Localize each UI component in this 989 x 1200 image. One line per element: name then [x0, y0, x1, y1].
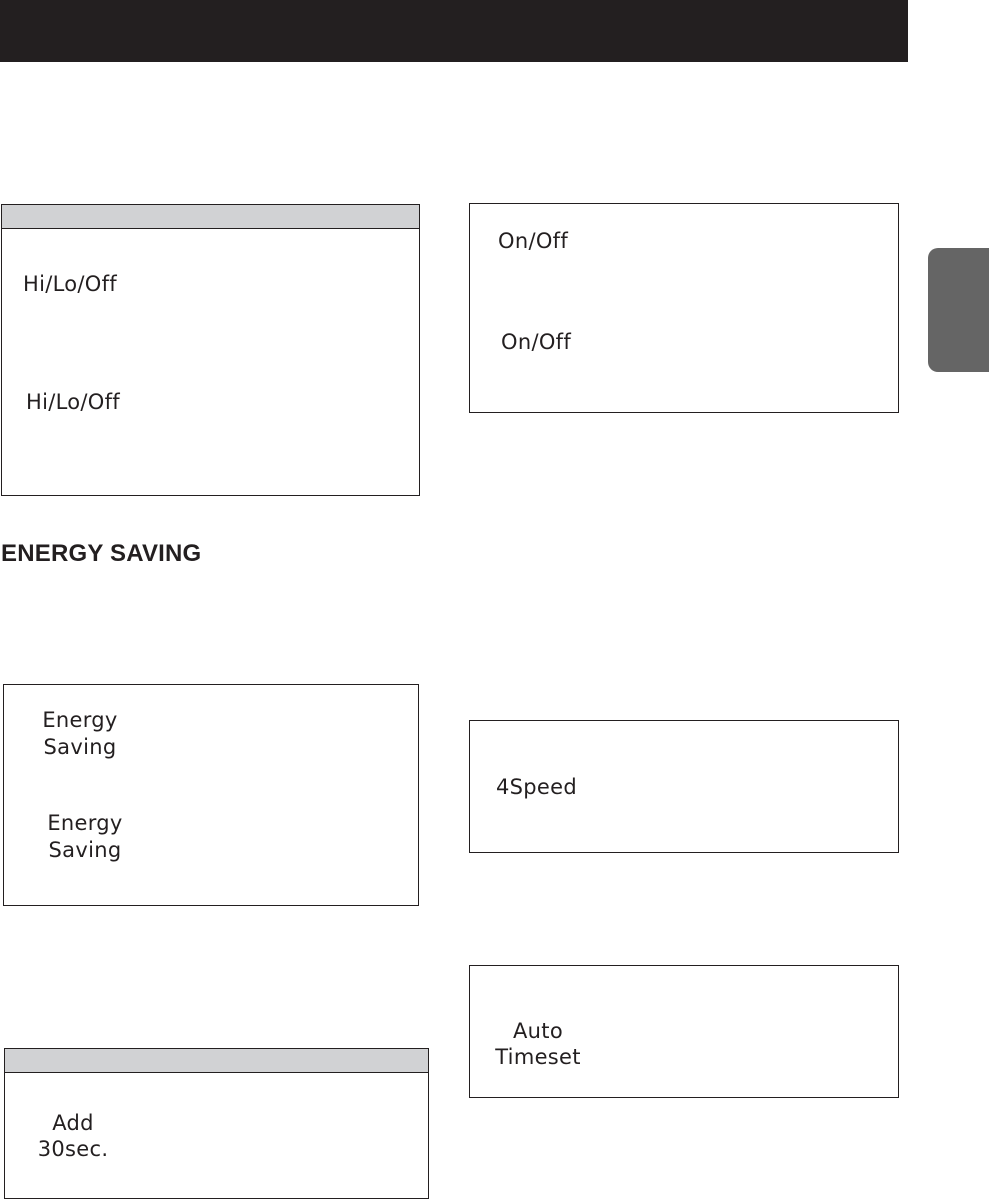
auto-timeset-panel: [469, 965, 899, 1098]
speed-panel: [469, 720, 899, 853]
energy-saving-label-2-line2: Saving: [48, 838, 122, 862]
section-heading: ENERGY SAVING: [1, 540, 202, 567]
power-label-1: On/Off: [498, 229, 569, 253]
power-panel: [469, 203, 899, 413]
add-time-line2: 30sec.: [37, 1137, 109, 1161]
auto-timeset-line1: Auto: [513, 1019, 563, 1043]
panel-header: [5, 1049, 428, 1073]
header-bar: [0, 0, 908, 62]
fan-speed-panel: [1, 204, 420, 496]
energy-saving-label-2-line1: Energy: [47, 811, 123, 835]
panel-header: [2, 205, 419, 229]
add-time-line1: Add: [52, 1111, 94, 1135]
section-tab: [928, 248, 989, 372]
fan-speed-label-2: Hi/Lo/Off: [26, 390, 120, 414]
power-label-2: On/Off: [501, 330, 572, 354]
energy-saving-panel: [3, 684, 419, 906]
energy-saving-label-1-line1: Energy: [42, 708, 118, 732]
speed-label: 4Speed: [496, 775, 577, 799]
fan-speed-label-1: Hi/Lo/Off: [23, 272, 117, 296]
energy-saving-label-1-line2: Saving: [43, 735, 117, 759]
add-time-panel: [4, 1048, 429, 1199]
auto-timeset-line2: Timeset: [495, 1045, 581, 1069]
